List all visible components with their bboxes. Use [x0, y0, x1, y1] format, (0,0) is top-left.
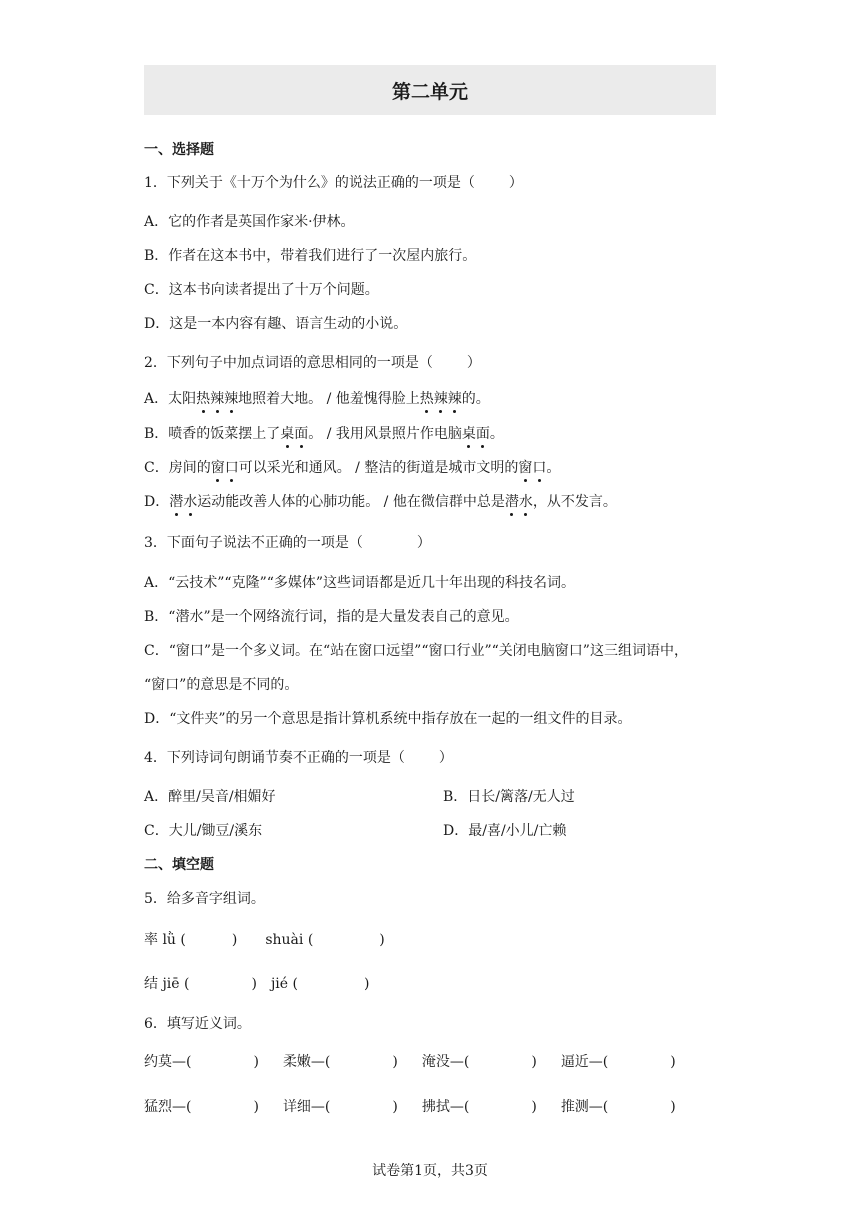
question-3-option-d: D．“文件夹”的另一个意思是指计算机系统中指存放在一起的一组文件的目录。	[144, 711, 632, 727]
question-1-option-c: C．这本书向读者提出了十万个问题。	[144, 282, 379, 298]
question-1-option-b: B．作者在这本书中，带着我们进行了一次屋内旅行。	[144, 248, 477, 264]
question-3-option-c-line1: C．“窗口”是一个多义词。在“站在窗口远望”“窗口行业”“关闭电脑窗口”这三组词语中，	[144, 643, 688, 659]
question-3-stem: 3．下面句子说法不正确的一项是（ ）	[144, 535, 431, 551]
question-6-stem: 6．填写近义词。	[144, 1016, 251, 1032]
question-2-option-c: C．房间的窗口可以采光和通风。 / 整洁的街道是城市文明的窗口。	[144, 460, 561, 476]
question-3-option-b: B．“潜水”是一个网络流行词，指的是大量发表自己的意见。	[144, 609, 519, 625]
title-banner	[144, 65, 716, 115]
dotted-word: 桌面	[461, 426, 490, 442]
question-6-row-1: 约莫—( ) 柔嫩—( ) 淹没—( ) 逼近—( )	[144, 1054, 676, 1070]
question-1-option-d: D．这是一本内容有趣、语言生动的小说。	[144, 316, 408, 332]
question-2-option-a: A．太阳热辣辣地照着大地。 / 他羞愧得脸上热辣辣的。	[144, 391, 490, 407]
question-5-stem: 5．给多音字组词。	[144, 891, 265, 907]
section-heading-choice: 一、选择题	[144, 142, 214, 158]
question-4-option-b: B．日长/篱落/无人过	[443, 789, 575, 805]
question-4-option-c: C．大儿/锄豆/溪东	[144, 823, 263, 839]
dotted-word: 潜水	[504, 494, 533, 510]
question-4-option-a: A．醉里/吴音/相媚好	[144, 789, 276, 805]
dotted-word: 窗口	[518, 460, 547, 476]
dotted-word: 潜水	[169, 494, 198, 510]
question-1-option-a: A．它的作者是英国作家米·伊林。	[144, 214, 355, 230]
page-footer: 试卷第1页，共3页	[372, 1163, 488, 1179]
page-title: 第二单元	[391, 80, 468, 103]
question-2-stem: 2．下列句子中加点词语的意思相同的一项是（ ）	[144, 355, 481, 371]
question-5-row-1: 率 lǜ ( ) shuài ( )	[144, 932, 385, 948]
question-6-row-2: 猛烈—( ) 详细—( ) 拂拭—( ) 推测—( )	[144, 1099, 676, 1115]
question-4-option-d: D．最/喜/小儿/亡赖	[443, 823, 567, 839]
question-5-row-2: 结 jiē ( ) jié ( )	[144, 976, 370, 992]
question-2-option-b: B．喷香的饭菜摆上了桌面。 / 我用风景照片作电脑桌面。	[144, 426, 504, 442]
dotted-word: 窗口	[210, 460, 239, 476]
question-1-stem: 1．下列关于《十万个为什么》的说法正确的一项是（ ）	[144, 175, 523, 191]
dotted-word: 热辣辣	[196, 391, 239, 407]
section-heading-fill: 二、填空题	[144, 857, 214, 873]
question-2-option-d: D．潜水运动能改善人体的心肺功能。 / 他在微信群中总是潜水，从不发言。	[144, 494, 617, 510]
question-3-option-c-line2: “窗口”的意思是不同的。	[144, 677, 299, 693]
question-3-option-a: A．“云技术”“克隆”“多媒体”这些词语都是近几十年出现的科技名词。	[144, 575, 576, 591]
dotted-word: 桌面	[280, 426, 309, 442]
dotted-word: 热辣辣	[419, 391, 462, 407]
question-4-stem: 4．下列诗词句朗诵节奏不正确的一项是（ ）	[144, 750, 453, 766]
